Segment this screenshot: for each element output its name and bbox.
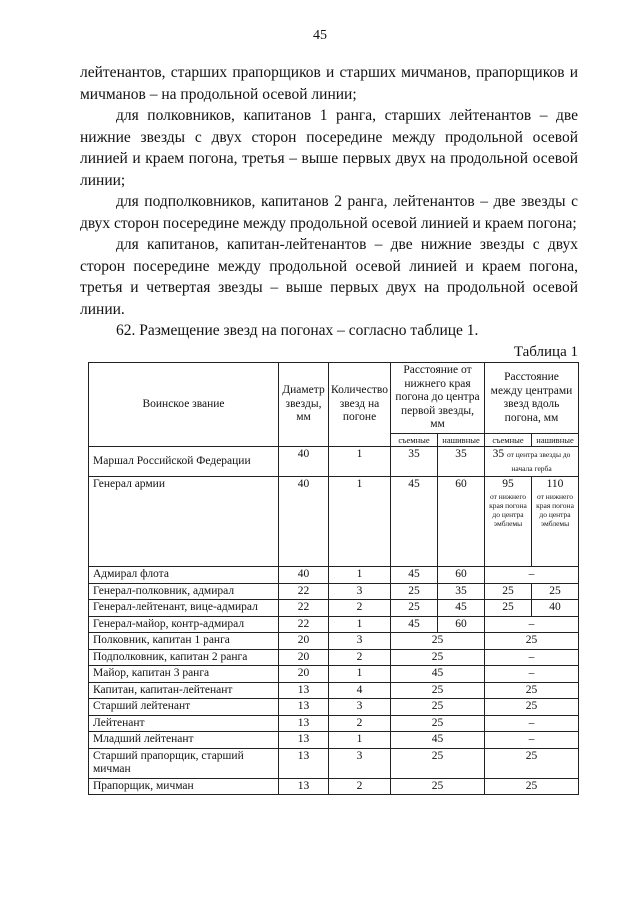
header-count: Количество звезд на погоне — [329, 363, 391, 447]
diameter-cell: 13 — [279, 715, 329, 732]
rank-cell: Старший прапорщик, старший мичман — [89, 748, 279, 778]
edge-removable-cell: 25 — [391, 600, 438, 617]
edge-cell: 25 — [391, 715, 485, 732]
between-cell: 25 — [485, 699, 579, 716]
table-caption: Таблица 1 — [513, 344, 578, 360]
diameter-cell: 22 — [279, 600, 329, 617]
subheader-sewn: нашивные — [532, 434, 579, 447]
diameter-cell: 20 — [279, 666, 329, 683]
edge-sewn-cell: 60 — [438, 567, 485, 584]
between-value: 110 — [546, 478, 564, 490]
subheader-removable: съемные — [485, 434, 532, 447]
edge-cell: 25 — [391, 682, 485, 699]
count-cell: 3 — [329, 748, 391, 778]
rank-cell: Адмирал флота — [89, 567, 279, 584]
rank-cell: Маршал Российской Федерации — [89, 447, 279, 477]
diameter-cell: 20 — [279, 649, 329, 666]
rank-cell: Генерал-полковник, адмирал — [89, 583, 279, 600]
edge-removable-cell: 45 — [391, 616, 438, 633]
edge-sewn-cell: 60 — [438, 616, 485, 633]
count-cell: 3 — [329, 633, 391, 650]
header-row — [89, 363, 579, 434]
edge-removable-cell: 45 — [391, 567, 438, 584]
table-row — [89, 748, 579, 778]
diameter-cell: 40 — [279, 477, 329, 567]
rank-cell: Подполковник, капитан 2 ранга — [89, 649, 279, 666]
between-note: от нижнего края погона до центра эмблемы — [536, 491, 574, 528]
between-sewn-cell — [532, 477, 579, 567]
count-cell: 2 — [329, 600, 391, 617]
header-rank: Воинское звание — [89, 363, 279, 447]
table-row — [89, 666, 579, 683]
paragraph: для капитанов, капитан-лейтенантов – две нижние звезды с двух сторон посередине между продольной осевой линией и краем погона, третья и четвертая звезды – выше первых двух на продольной осевой линии. — [80, 236, 578, 318]
between-sewn-cell: 25 — [532, 583, 579, 600]
edge-sewn-cell: 35 — [438, 447, 485, 477]
between-cell — [485, 447, 579, 477]
between-note: от нижнего края погона до центра эмблемы — [489, 491, 527, 528]
rank-cell: Генерал армии — [89, 477, 279, 567]
count-cell: 1 — [329, 666, 391, 683]
edge-cell: 25 — [391, 778, 485, 795]
between-sewn-cell: 40 — [532, 600, 579, 617]
subheader-sewn: нашивные — [438, 434, 485, 447]
between-cell: 25 — [485, 778, 579, 795]
between-note: от центра звезды до начала герба — [506, 450, 571, 473]
count-cell: 3 — [329, 699, 391, 716]
rank-star-table — [88, 362, 579, 795]
edge-sewn-cell: 35 — [438, 583, 485, 600]
table-row — [89, 567, 579, 584]
edge-cell: 25 — [391, 699, 485, 716]
rank-cell: Лейтенант — [89, 715, 279, 732]
table-row — [89, 477, 579, 567]
edge-cell: 25 — [391, 633, 485, 650]
diameter-cell: 13 — [279, 682, 329, 699]
edge-sewn-cell: 60 — [438, 477, 485, 567]
count-cell: 2 — [329, 778, 391, 795]
rank-cell: Генерал-лейтенант, вице-адмирал — [89, 600, 279, 617]
diameter-cell: 13 — [279, 732, 329, 749]
rank-cell: Полковник, капитан 1 ранга — [89, 633, 279, 650]
edge-cell: 45 — [391, 666, 485, 683]
count-cell: 2 — [329, 649, 391, 666]
table-row — [89, 633, 579, 650]
count-cell: 4 — [329, 682, 391, 699]
diameter-cell: 13 — [279, 748, 329, 778]
table-row — [89, 732, 579, 749]
count-cell: 1 — [329, 616, 391, 633]
between-cell: 25 — [485, 682, 579, 699]
header-distance-edge: Расстояние от нижнего края погона до центра первой звезды, мм — [391, 363, 485, 434]
count-cell: 1 — [329, 732, 391, 749]
table-row — [89, 616, 579, 633]
rank-cell: Прапорщик, мичман — [89, 778, 279, 795]
between-removable-cell — [485, 477, 532, 567]
between-value: 95 — [502, 478, 514, 490]
paragraph: для полковников, капитанов 1 ранга, старших лейтенантов – две нижние звезды с двух сторон посередине между продольной осевой линией и краем погона, третья – выше первых двух на продольной осевой линии; — [80, 107, 578, 189]
count-cell: 1 — [329, 477, 391, 567]
between-cell: – — [485, 732, 579, 749]
between-cell: – — [485, 715, 579, 732]
edge-sewn-cell: 45 — [438, 600, 485, 617]
count-cell: 2 — [329, 715, 391, 732]
rank-cell: Младший лейтенант — [89, 732, 279, 749]
between-cell: – — [485, 616, 579, 633]
rank-cell: Капитан, капитан-лейтенант — [89, 682, 279, 699]
header-diameter: Диаметр звезды, мм — [279, 363, 329, 447]
between-removable-cell: 25 — [485, 583, 532, 600]
table-row — [89, 699, 579, 716]
between-removable-cell: 25 — [485, 600, 532, 617]
rank-cell: Генерал-майор, контр-адмирал — [89, 616, 279, 633]
diameter-cell: 40 — [279, 567, 329, 584]
edge-cell: 25 — [391, 748, 485, 778]
rank-cell: Майор, капитан 3 ранга — [89, 666, 279, 683]
body-text — [80, 62, 578, 342]
page-number: 45 — [313, 28, 327, 43]
diameter-cell: 13 — [279, 778, 329, 795]
edge-cell: 25 — [391, 649, 485, 666]
table-row — [89, 778, 579, 795]
table-row — [89, 447, 579, 477]
table-row — [89, 583, 579, 600]
between-cell: – — [485, 666, 579, 683]
diameter-cell: 22 — [279, 583, 329, 600]
count-cell: 3 — [329, 583, 391, 600]
table-row — [89, 715, 579, 732]
paragraph: для подполковников, капитанов 2 ранга, лейтенантов – две звезды с двух сторон посередине между продольной осевой линией и краем погона; — [80, 193, 578, 232]
edge-cell: 45 — [391, 732, 485, 749]
between-value: 35 — [492, 448, 505, 460]
diameter-cell: 22 — [279, 616, 329, 633]
count-cell: 1 — [329, 567, 391, 584]
count-cell: 1 — [329, 447, 391, 477]
paragraph: 62. Размещение звезд на погонах – согласно таблице 1. — [116, 322, 479, 339]
between-cell: 25 — [485, 748, 579, 778]
between-cell: 25 — [485, 633, 579, 650]
subheader-removable: съемные — [391, 434, 438, 447]
rank-cell: Старший лейтенант — [89, 699, 279, 716]
between-cell: – — [485, 649, 579, 666]
edge-removable-cell: 25 — [391, 583, 438, 600]
diameter-cell: 40 — [279, 447, 329, 477]
header-distance-between: Расстояние между центрами звезд вдоль погона, мм — [485, 363, 579, 434]
table-row — [89, 600, 579, 617]
diameter-cell: 20 — [279, 633, 329, 650]
between-cell: – — [485, 567, 579, 584]
diameter-cell: 13 — [279, 699, 329, 716]
table-row — [89, 682, 579, 699]
edge-removable-cell: 35 — [391, 447, 438, 477]
table-row — [89, 649, 579, 666]
edge-removable-cell: 45 — [391, 477, 438, 567]
paragraph: лейтенантов, старших прапорщиков и старших мичманов, прапорщиков и мичманов – на продольной осевой линии; — [80, 64, 578, 103]
